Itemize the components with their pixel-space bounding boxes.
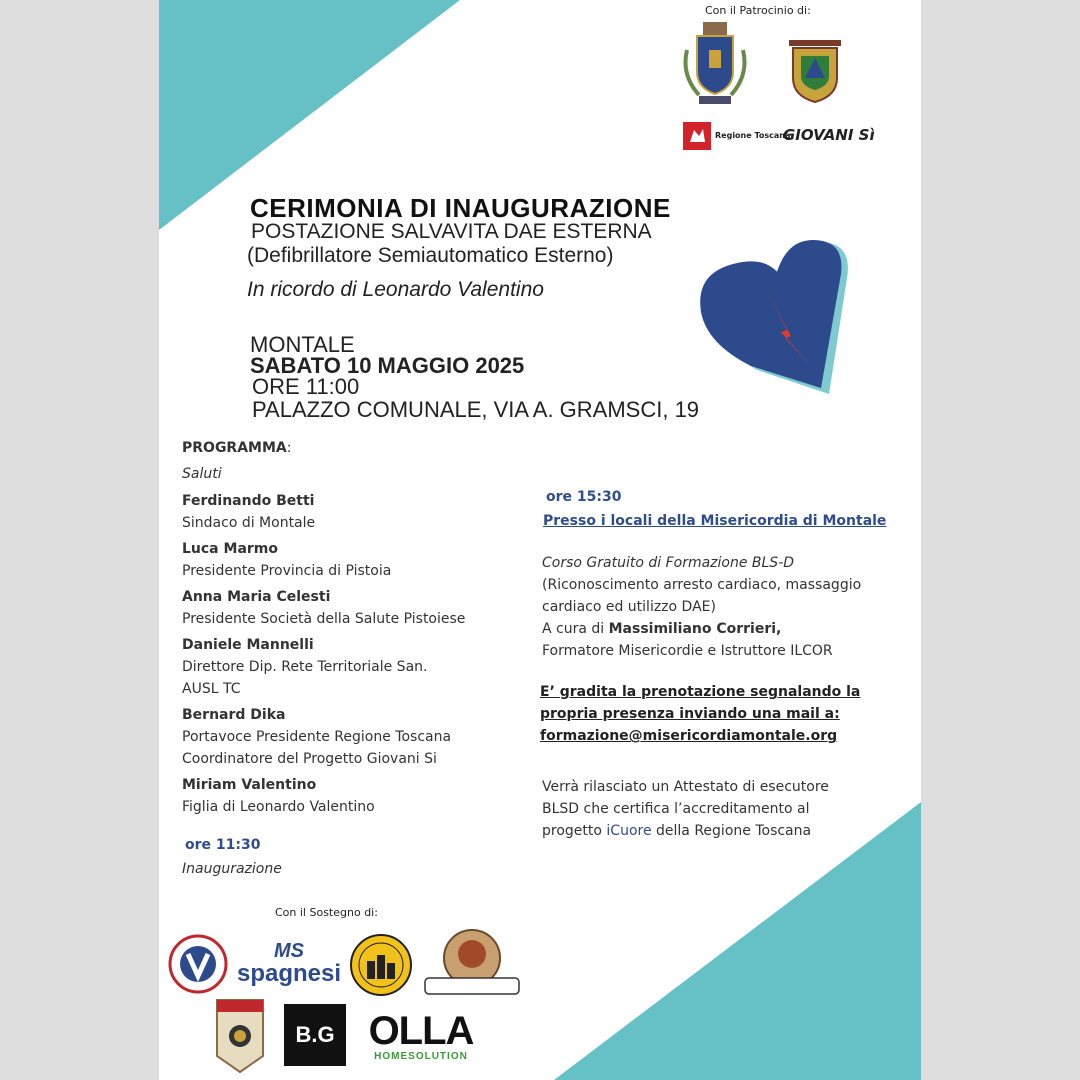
- speaker-name: Daniele Mannelli: [182, 637, 314, 653]
- olla-logo: [361, 1008, 481, 1064]
- olla-name: OLLA: [368, 1008, 474, 1053]
- speaker-block-6: [182, 774, 375, 818]
- speaker-block-4: [182, 634, 427, 700]
- speaker-name: Luca Marmo: [182, 541, 278, 557]
- spagnesi-name: spagnesi: [236, 960, 342, 987]
- spagnesi-logo: [236, 936, 342, 992]
- support-label: Con il Sostegno di:: [275, 906, 378, 919]
- flyer-page: [159, 0, 921, 1080]
- speaker-block-5: [182, 704, 451, 770]
- regione-toscana-label: Regione Toscana: [715, 131, 791, 140]
- speaker-role: Portavoce Presidente Regione Toscana: [182, 729, 452, 745]
- curated-prefix: A cura di: [542, 621, 609, 637]
- rione-logo-icon: [349, 933, 413, 997]
- speaker-block-1: [182, 490, 315, 534]
- misericordia-location: Presso i locali della Misericordia di Montale: [543, 513, 887, 529]
- speaker-role: AUSL TC: [182, 681, 241, 697]
- speaker-role: Sindaco di Montale: [182, 515, 316, 531]
- speaker-block-3: [182, 586, 465, 630]
- cert-prefix: progetto: [542, 823, 607, 839]
- course-desc-line1: (Riconoscimento arresto cardiaco, massaggio: [542, 577, 862, 593]
- speaker-role: Direttore Dip. Rete Territoriale San.: [182, 659, 428, 675]
- inaugurazione-label: Inaugurazione: [182, 861, 282, 877]
- speaker-name: Anna Maria Celesti: [182, 589, 331, 605]
- icuore-link[interactable]: iCuore: [606, 823, 652, 839]
- subtitle-defibrillatore: (Defibrillatore Semiautomatico Esterno): [247, 244, 614, 267]
- curated-name: Massimiliano Corrieri,: [608, 621, 782, 637]
- provincia-pistoia-coat-of-arms-icon: [783, 20, 847, 110]
- course-info: [542, 552, 912, 662]
- patronage-label: Con il Patrocinio di:: [705, 4, 811, 17]
- event-time: ORE 11:00: [252, 374, 360, 399]
- page-title: CERIMONIA DI INAUGURAZIONE: [250, 193, 671, 223]
- programma-heading: [182, 437, 291, 459]
- speaker-name: Miriam Valentino: [182, 777, 317, 793]
- saluti-label: Saluti: [182, 466, 222, 482]
- trainer-line: Formatore Misericordie e Istruttore ILCOR: [542, 643, 833, 659]
- olla-subtitle: HOMESOLUTION: [374, 1050, 468, 1062]
- montale-coat-of-arms-icon: [679, 20, 751, 110]
- cert-suffix: della Regione Toscana: [651, 823, 812, 839]
- spagnesi-mark: MS: [274, 940, 304, 962]
- speaker-role: Coordinatore del Progetto Giovani Si: [182, 751, 437, 767]
- memorial-line: In ricordo di Leonardo Valentino: [247, 278, 544, 301]
- giovanisi-logo: GIOVANI Sì: [783, 126, 875, 144]
- booking-line1: E’ gradita la prenotazione segnalando la: [540, 684, 861, 700]
- virtus-montale-logo-icon: [168, 934, 228, 994]
- subtitle-postazione: POSTAZIONE SALVAVITA DAE ESTERNA: [251, 220, 652, 243]
- event-address: PALAZZO COMUNALE, VIA A. GRAMSCI, 19: [252, 397, 700, 422]
- event-place: MONTALE: [250, 332, 355, 357]
- cert-line3: [542, 820, 912, 842]
- curated-by-line: [542, 618, 912, 640]
- regione-toscana-logo-icon: [683, 122, 711, 150]
- course-title: Corso Gratuito di Formazione BLS-D: [542, 555, 795, 571]
- booking-note: [540, 681, 910, 747]
- programma-colon: :: [286, 440, 292, 456]
- speaker-block-2: [182, 538, 391, 582]
- comitato-festeggiamenti-logo-icon: [421, 928, 523, 1002]
- speaker-role: Presidente Società della Salute Pistoiese: [182, 611, 466, 627]
- booking-email-link[interactable]: formazione@misericordiamontale.org: [540, 728, 838, 744]
- course-desc-line2: cardiaco ed utilizzo DAE): [542, 599, 716, 615]
- cert-line2: BLSD che certifica l’accreditamento al: [542, 801, 810, 817]
- cert-line1: Verrà rilasciato un Attestato di esecutore: [542, 779, 829, 795]
- speaker-name: Ferdinando Betti: [182, 493, 315, 509]
- speaker-name: Bernard Dika: [182, 707, 286, 723]
- bottom-right-teal-triangle: [554, 802, 921, 1080]
- heart-defibrillator-icon: [689, 238, 864, 398]
- event-date: SABATO 10 MAGGIO 2025: [250, 353, 525, 378]
- speaker-role: Presidente Provincia di Pistoia: [182, 563, 392, 579]
- booking-line2: propria presenza inviando una mail a:: [540, 706, 840, 722]
- time-1130: ore 11:30: [185, 837, 261, 853]
- bg-logo: B.G: [284, 1004, 346, 1066]
- time-1530: ore 15:30: [546, 489, 622, 505]
- certificate-note: [542, 776, 912, 842]
- pistoia-pallone-shield-icon: [215, 998, 265, 1074]
- programma-label: PROGRAMMA: [182, 440, 287, 456]
- speaker-role: Figlia di Leonardo Valentino: [182, 799, 375, 815]
